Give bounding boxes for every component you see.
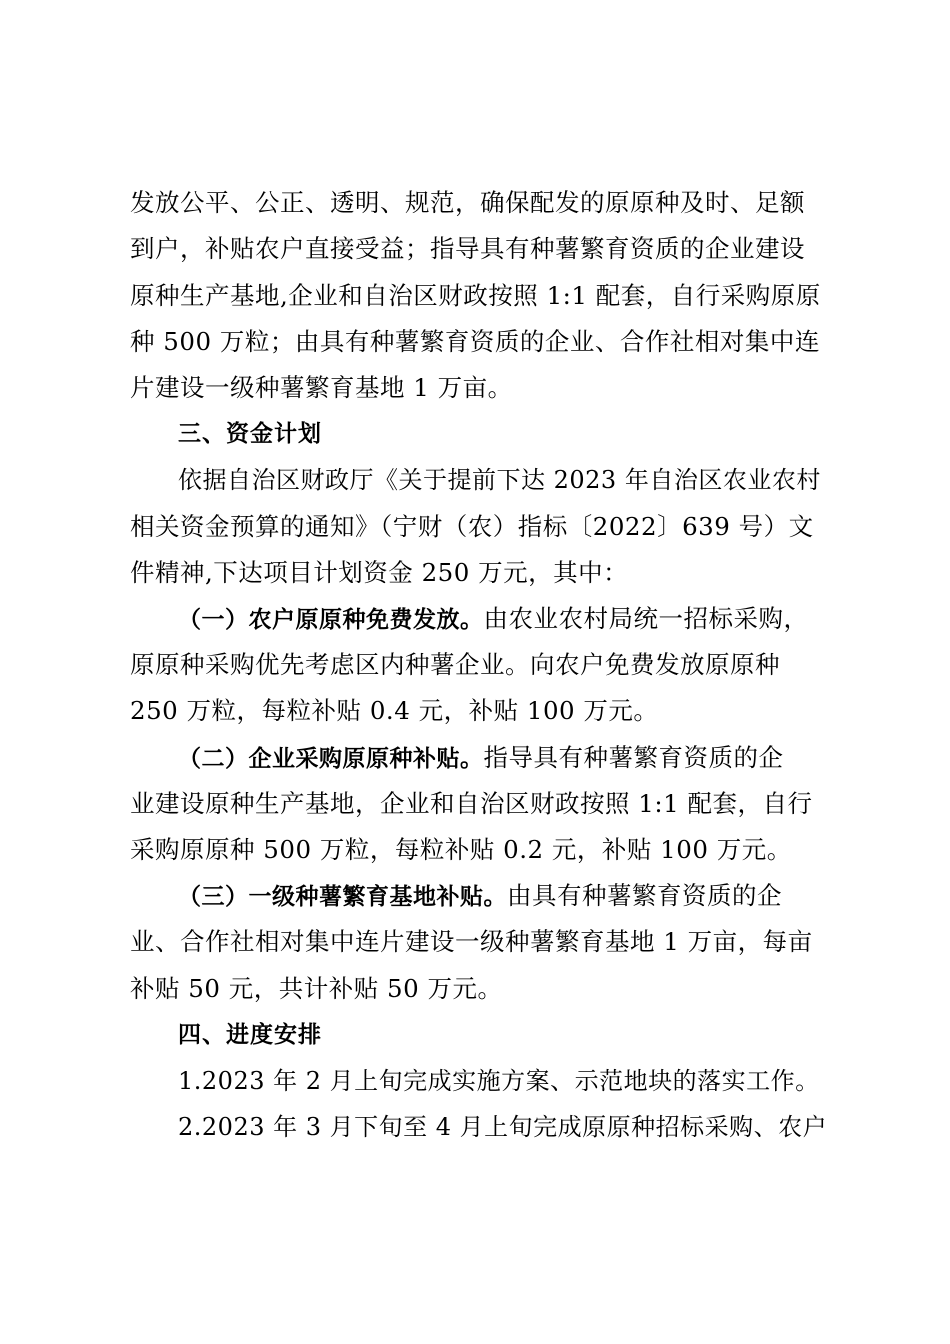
paragraph-line: 件精神,下达项目计划资金 250 万元，其中： [130, 558, 629, 587]
paragraph-line: 相关资金预算的通知》（宁财（农）指标〔2022〕639 号）文 [130, 512, 814, 541]
item-one-first-line [178, 599, 830, 639]
item-three-text: 由具有种薯繁育资质的企 [507, 881, 782, 910]
paragraph-line: 到户，补贴农户直接受益；指导具有种薯繁育资质的企业建设 [130, 234, 805, 263]
item-two-text: 指导具有种薯繁育资质的企 [483, 743, 784, 772]
paragraph-line: 业、合作社相对集中连片建设一级种薯繁育基地 1 万亩，每亩 [130, 927, 813, 956]
section-heading-funding-plan: 三、资金计划 [178, 421, 322, 447]
paragraph-line: 原种生产基地,企业和自治区财政按照 1:1 配套，自行采购原原 [130, 281, 821, 310]
paragraph-line: 片建设一级种薯繁育基地 1 万亩。 [130, 373, 513, 402]
item-one-text: 由农业农村局统一招标采购， [483, 604, 809, 633]
item-two-first-line [178, 738, 830, 778]
section-heading-schedule: 四、进度安排 [178, 1022, 322, 1048]
schedule-item: 2.2023 年 3 月下旬至 4 月上旬完成原原种招标采购、农户 [178, 1113, 828, 1141]
paragraph-line: 种 500 万粒；由具有种薯繁育资质的企业、合作社相对集中连 [130, 327, 820, 356]
paragraph-line: 原原种采购优先考虑区内种薯企业。向农户免费发放原原种 [130, 650, 780, 679]
paragraph-line: 依据自治区财政厅《关于提前下达 2023 年自治区农业农村 [178, 466, 821, 494]
item-one-lead: （一）农户原原种免费发放。 [178, 607, 484, 633]
paragraph-line: 采购原原种 500 万粒，每粒补贴 0.2 元，补贴 100 万元。 [130, 835, 792, 864]
item-three-first-line [178, 876, 830, 916]
paragraph-line: 补贴 50 元，共计补贴 50 万元。 [130, 974, 503, 1003]
item-two-lead: （二）企业采购原原种补贴。 [178, 746, 484, 772]
schedule-item: 1.2023 年 2 月上旬完成实施方案、示范地块的落实工作。 [178, 1067, 820, 1095]
paragraph-line: 发放公平、公正、透明、规范，确保配发的原原种及时、足额 [130, 188, 805, 217]
item-three-lead: （三）一级种薯繁育基地补贴。 [178, 884, 507, 910]
paragraph-line: 250 万粒，每粒补贴 0.4 元，补贴 100 万元。 [130, 696, 659, 725]
paragraph-line: 业建设原种生产基地，企业和自治区财政按照 1:1 配套，自行 [130, 789, 813, 818]
